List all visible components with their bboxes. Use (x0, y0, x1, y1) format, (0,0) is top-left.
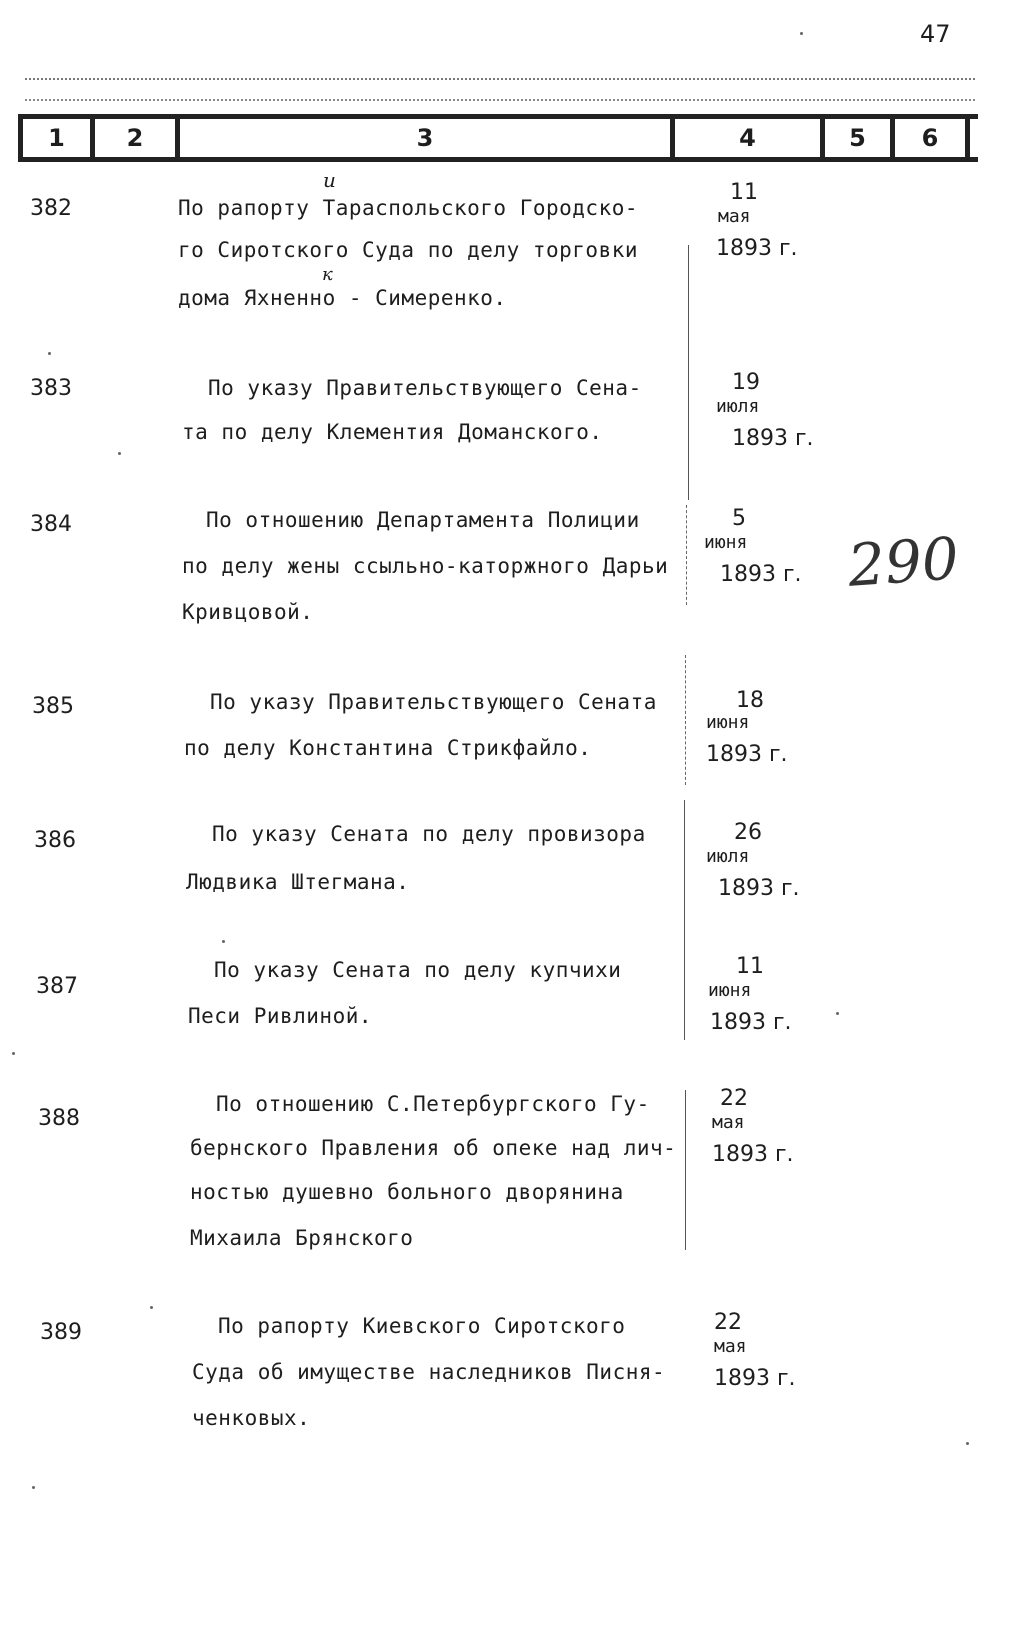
entry-date-day: 18 (736, 688, 764, 713)
column-header-5: 5 (820, 119, 890, 157)
entry-text-line: По рапорту Киевского Сиротского (218, 1314, 626, 1338)
entry-date-year: 1893 г. (718, 876, 800, 901)
handwritten-correction: к (322, 264, 333, 285)
column-header-3: 3 (175, 119, 670, 157)
entry-text-line: По указу Сената по делу провизора (212, 822, 646, 846)
entry-text-line: та по делу Клементия Доманского. (182, 420, 603, 444)
entry-text-line: бернского Правления об опеке над лич- (190, 1136, 677, 1160)
entry-date-month: июня (706, 712, 750, 733)
entry-text-line: По рапорту Тараспольского Городско- (178, 196, 639, 220)
entry-text-line: По отношению С.Петербургского Гу- (216, 1092, 650, 1116)
entry-number: 389 (40, 1320, 82, 1345)
entry-number: 388 (38, 1106, 80, 1131)
entry-number: 386 (34, 828, 76, 853)
page-number: 47 (920, 20, 951, 48)
column-header-4: 4 (670, 119, 820, 157)
scan-speck (32, 1486, 35, 1489)
entry-date-month: мая (718, 206, 751, 227)
scan-speck (966, 1442, 969, 1445)
column-header-2: 2 (90, 119, 175, 157)
entry-date-day: 11 (730, 180, 758, 205)
entry-text-line: Песи Ривлиной. (188, 1004, 373, 1028)
entry-date-month: июня (708, 980, 752, 1001)
scan-speck (222, 940, 225, 943)
column-separator (684, 800, 685, 1040)
entry-date-year: 1893 г. (732, 426, 814, 451)
entry-text-line: Кривцовой. (182, 600, 314, 624)
entry-date-year: 1893 г. (720, 562, 802, 587)
header-divider-bottom (25, 99, 975, 101)
entry-number: 383 (30, 376, 72, 401)
scan-speck (118, 452, 121, 455)
scan-speck (48, 352, 51, 355)
entry-text-line: по делу Константина Стрикфайло. (184, 736, 592, 760)
entry-number: 385 (32, 694, 74, 719)
entry-text-line: По указу Правительствующего Сена- (208, 376, 642, 400)
entry-text-line: ченковых. (192, 1406, 311, 1430)
entry-date-day: 26 (734, 820, 762, 845)
header-divider-top (25, 78, 975, 80)
entry-date-year: 1893 г. (706, 742, 788, 767)
scan-speck (12, 1052, 15, 1055)
entry-text-line: дома Яхненно - Симеренко. (178, 286, 507, 310)
column-header-row (18, 114, 978, 162)
column-header-6: 6 (890, 119, 970, 157)
entry-date-year: 1893 г. (714, 1366, 796, 1391)
margin-handwritten-number: 290 (845, 524, 961, 600)
entry-date-month: июля (706, 846, 750, 867)
entry-date-month: мая (714, 1336, 747, 1357)
entry-date-month: июня (704, 532, 748, 553)
entry-number: 387 (36, 974, 78, 999)
entry-date-day: 22 (714, 1310, 742, 1335)
entry-text-line: По указу Сената по делу купчихи (214, 958, 622, 982)
handwritten-correction: и (323, 168, 336, 192)
entry-text-line: По отношению Департамента Полиции (206, 508, 640, 532)
entry-date-month: июля (716, 396, 760, 417)
entry-date-day: 19 (732, 370, 760, 395)
column-separator (685, 655, 686, 785)
entry-text-line: ностью душевно больного дворянина (190, 1180, 624, 1204)
entry-date-year: 1893 г. (712, 1142, 794, 1167)
column-separator (688, 245, 689, 500)
entry-date-day: 5 (732, 506, 746, 531)
scan-speck (800, 32, 803, 35)
entry-date-year: 1893 г. (716, 236, 798, 261)
entry-text-line: Михаила Брянского (190, 1226, 414, 1250)
entry-text-line: Суда об имуществе наследников Писня- (192, 1360, 666, 1384)
entry-number: 384 (30, 512, 72, 537)
column-separator (686, 505, 687, 605)
entry-date-day: 22 (720, 1086, 748, 1111)
scan-speck (150, 1306, 153, 1309)
column-header-1: 1 (18, 119, 90, 157)
entry-text-line: го Сиротского Суда по делу торговки (178, 238, 639, 262)
column-separator (685, 1090, 686, 1250)
entry-text-line: Людвика Штегмана. (186, 870, 410, 894)
entry-text-line: по делу жены ссыльно-каторжного Дарьи (182, 554, 669, 578)
entry-date-month: мая (712, 1112, 745, 1133)
entry-date-year: 1893 г. (710, 1010, 792, 1035)
entry-date-day: 11 (736, 954, 764, 979)
entry-number: 382 (30, 196, 72, 221)
entry-text-line: По указу Правительствующего Сената (210, 690, 657, 714)
scan-speck (836, 1012, 839, 1015)
